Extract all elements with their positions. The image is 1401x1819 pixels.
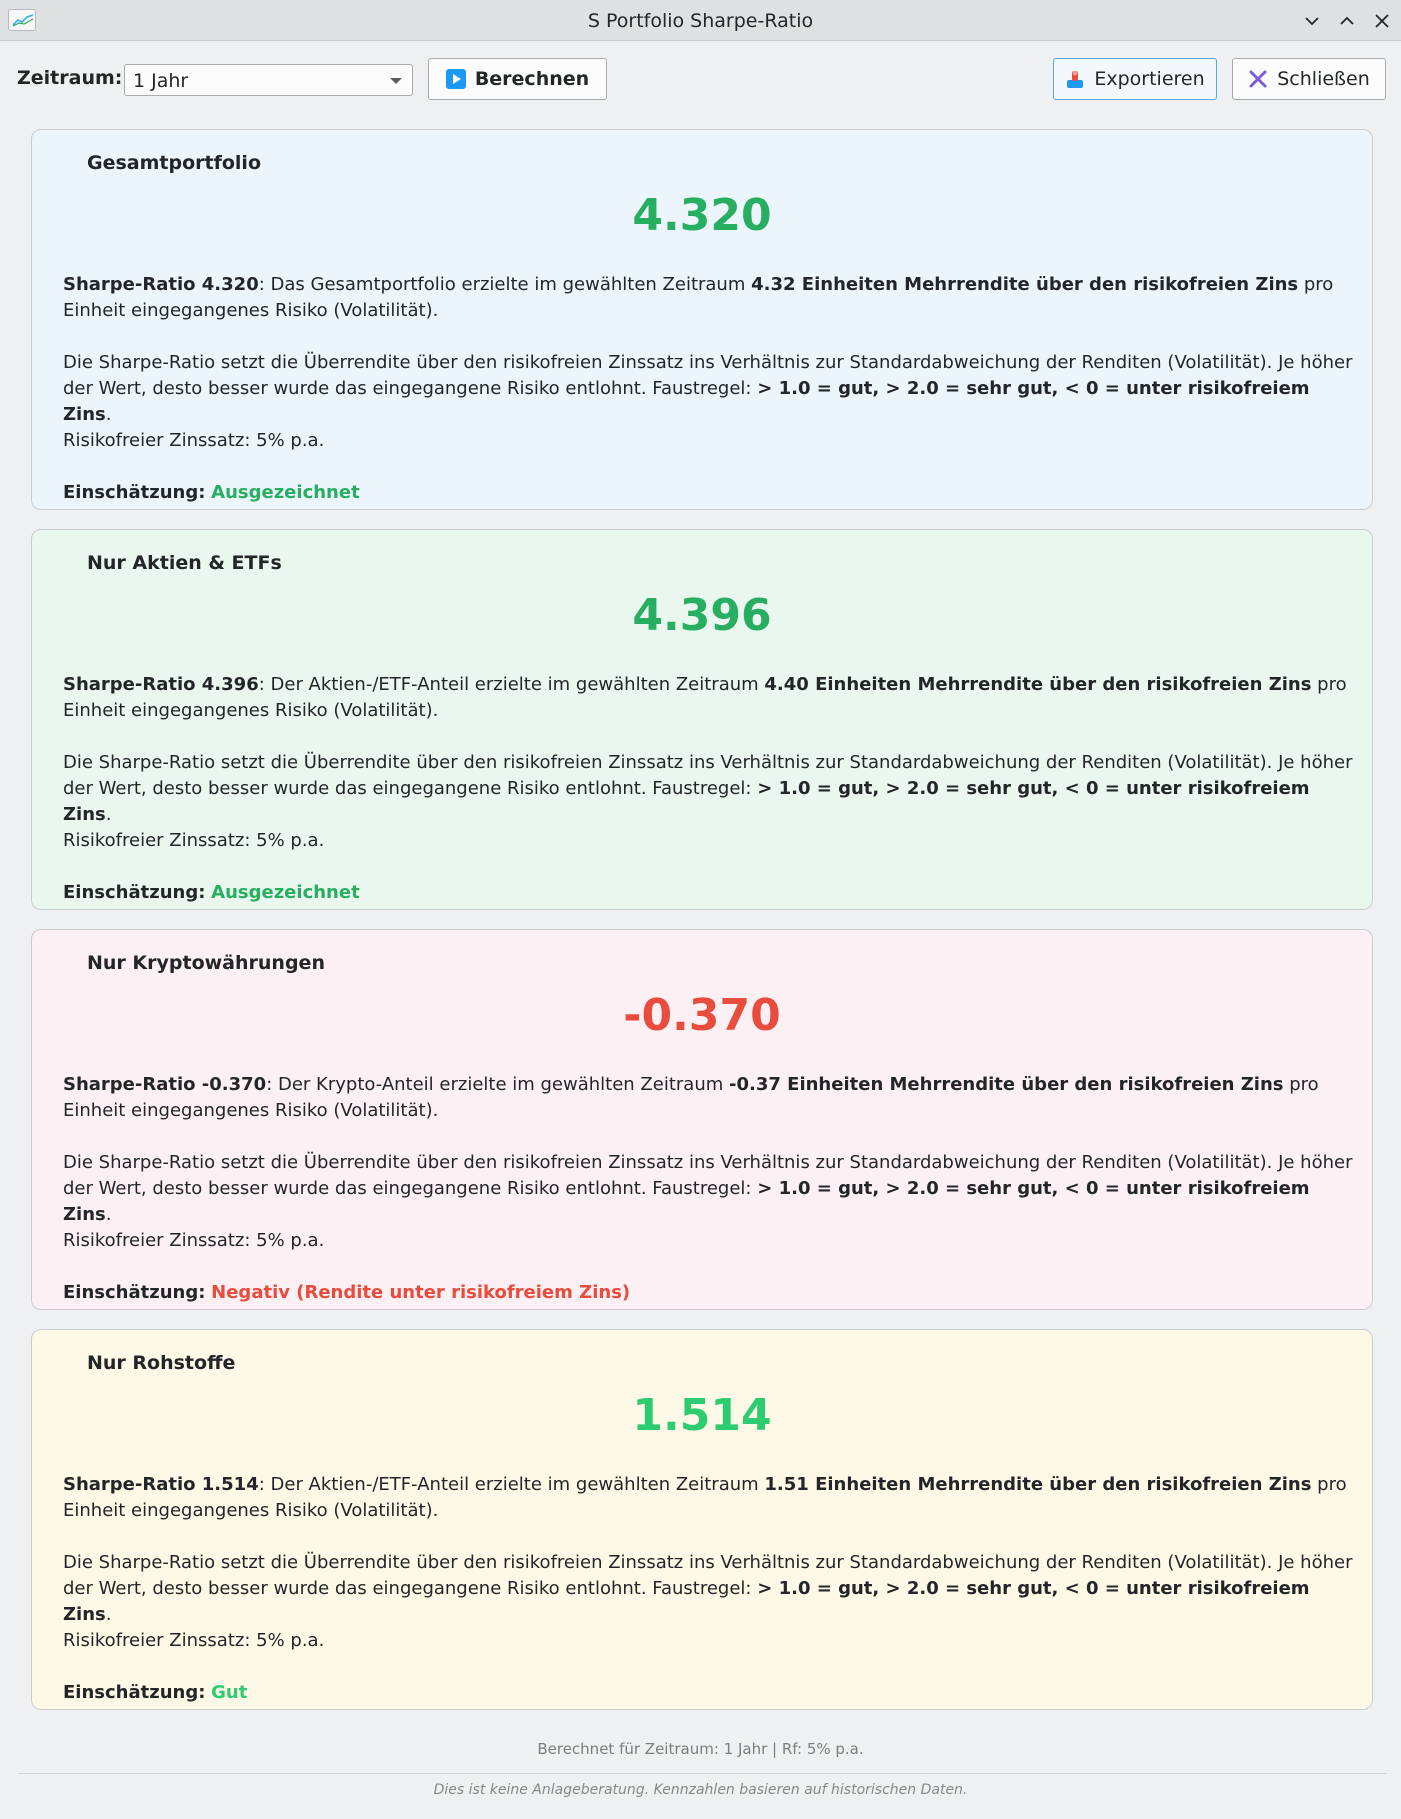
maximize-button[interactable] <box>1334 8 1360 34</box>
calculate-button-label: Berechnen <box>474 68 590 90</box>
sharpe-value: 4.396 <box>632 590 772 641</box>
sharpe-label: Sharpe-Ratio 1.514 <box>63 1474 259 1495</box>
summary-text: Sharpe-Ratio -0.370: Der Krypto-Anteil erzielte im gewählten Zeitraum -0.37 Einheiten Mehrrendite über den risikofreien Zins pro Einheit eingegangenes Risiko (Volatilität). <box>63 1074 1319 1121</box>
summary-text: Sharpe-Ratio 1.514: Der Aktien-/ETF-Anteil erzielte im gewählten Zeitraum 1.51 Einheiten Mehrrendite über den risikofreien Zins pro Einheit eingegangenes Risiko (Volatilität). <box>63 1474 1347 1521</box>
rating-line: Einschätzung: Ausgezeichnet <box>63 482 360 503</box>
close-button-label: Schließen <box>1277 68 1370 90</box>
rating-line: Einschätzung: Negativ (Rendite unter risikofreiem Zins) <box>63 1282 631 1303</box>
window-title: S Portfolio Sharpe-Ratio <box>587 10 814 32</box>
rating-value: Negativ (Rendite unter risikofreiem Zins) <box>211 1282 631 1303</box>
explanation-text: Die Sharpe-Ratio setzt die Überrendite über den risikofreien Zinssatz ins Verhältnis zur Standardabweichung der Renditen (Volatilität). Je höher der Wert, desto besser wurde das eingegangene Risiko entlohnt. Faustregel: > 1.0 = gut, > 2.0 = sehr gut, < 0 = unter risikofreiem Zins. Risikofreier Zinssatz: 5% p.a. <box>63 352 1353 451</box>
explanation-text: Die Sharpe-Ratio setzt die Überrendite über den risikofreien Zinssatz ins Verhältnis zur Standardabweichung der Renditen (Volatilität). Je höher der Wert, desto besser wurde das eingegangene Risiko entlohnt. Faustregel: > 1.0 = gut, > 2.0 = sehr gut, < 0 = unter risikofreiem Zins. Risikofreier Zinssatz: 5% p.a. <box>63 1152 1353 1251</box>
rating-value: Gut <box>211 1682 248 1703</box>
card-crypto <box>31 929 1373 1310</box>
summary-text: Sharpe-Ratio 4.320: Das Gesamtportfolio erzielte im gewählten Zeitraum 4.32 Einheiten Mehrrendite über den risikofreien Zins pro Einheit eingegangenes Risiko (Volatilität). <box>63 274 1334 321</box>
sharpe-label: Sharpe-Ratio -0.370 <box>63 1074 267 1095</box>
excess-return: 1.51 Einheiten Mehrrendite über den risikofreien Zins <box>764 1474 1312 1495</box>
card-body <box>63 1072 1353 1306</box>
export-button[interactable] <box>1053 58 1217 100</box>
sharpe-label: Sharpe-Ratio 4.320 <box>63 274 259 295</box>
summary-text: Sharpe-Ratio 4.396: Der Aktien-/ETF-Anteil erzielte im gewählten Zeitraum 4.40 Einheiten Mehrrendite über den risikofreien Zins pro Einheit eingegangenes Risiko (Volatilität). <box>63 674 1347 721</box>
card-title: Nur Aktien & ETFs <box>87 552 282 574</box>
card-title: Nur Kryptowährungen <box>87 952 325 974</box>
explanation-text: Die Sharpe-Ratio setzt die Überrendite über den risikofreien Zinssatz ins Verhältnis zur Standardabweichung der Renditen (Volatilität). Je höher der Wert, desto besser wurde das eingegangene Risiko entlohnt. Faustregel: > 1.0 = gut, > 2.0 = sehr gut, < 0 = unter risikofreiem Zins. Risikofreier Zinssatz: 5% p.a. <box>63 1552 1353 1651</box>
sharpe-value: 4.320 <box>632 190 772 241</box>
close-icon <box>1374 13 1390 29</box>
footer-divider <box>19 1773 1387 1774</box>
card-commodities <box>31 1329 1373 1710</box>
export-icon <box>1065 69 1085 89</box>
dropdown-arrow-icon <box>390 78 402 84</box>
calculate-button[interactable] <box>428 58 607 100</box>
export-button-label: Exportieren <box>1094 68 1205 90</box>
card-body <box>63 672 1353 906</box>
minimize-button[interactable] <box>1299 8 1325 34</box>
period-select[interactable] <box>124 64 413 96</box>
window-close-button[interactable] <box>1369 8 1395 34</box>
excess-return: 4.32 Einheiten Mehrrendite über den risikofreien Zins <box>751 274 1299 295</box>
close-button[interactable] <box>1232 58 1386 100</box>
rating-value: Ausgezeichnet <box>211 482 360 503</box>
explanation-text: Die Sharpe-Ratio setzt die Überrendite über den risikofreien Zinssatz ins Verhältnis zur Standardabweichung der Renditen (Volatilität). Je höher der Wert, desto besser wurde das eingegangene Risiko entlohnt. Faustregel: > 1.0 = gut, > 2.0 = sehr gut, < 0 = unter risikofreiem Zins. Risikofreier Zinssatz: 5% p.a. <box>63 752 1353 851</box>
card-total-portfolio <box>31 129 1373 510</box>
card-stocks-etfs <box>31 529 1373 910</box>
close-icon <box>1248 69 1268 89</box>
sharpe-value: 1.514 <box>632 1390 772 1441</box>
rating-line: Einschätzung: Ausgezeichnet <box>63 882 360 903</box>
chevron-down-icon <box>1304 13 1320 29</box>
sharpe-value: -0.370 <box>623 990 781 1041</box>
rating-line: Einschätzung: Gut <box>63 1682 248 1703</box>
period-select-value: 1 Jahr <box>133 70 189 92</box>
excess-return: 4.40 Einheiten Mehrrendite über den risikofreien Zins <box>764 674 1312 695</box>
card-body <box>63 1472 1353 1706</box>
card-title: Gesamtportfolio <box>87 152 261 174</box>
period-label: Zeitraum: <box>17 67 123 89</box>
footer-disclaimer: Dies ist keine Anlageberatung. Kennzahlen basieren auf historischen Daten. <box>433 1782 968 1798</box>
title-bar <box>0 0 1401 41</box>
rating-value: Ausgezeichnet <box>211 882 360 903</box>
chevron-up-icon <box>1339 13 1355 29</box>
sharpe-label: Sharpe-Ratio 4.396 <box>63 674 259 695</box>
card-body <box>63 272 1353 506</box>
play-icon <box>446 69 466 89</box>
card-title: Nur Rohstoffe <box>87 1352 236 1374</box>
excess-return: -0.37 Einheiten Mehrrendite über den risikofreien Zins <box>728 1074 1284 1095</box>
footer-info: Berechnet für Zeitraum: 1 Jahr | Rf: 5% p.a. <box>537 1740 864 1758</box>
